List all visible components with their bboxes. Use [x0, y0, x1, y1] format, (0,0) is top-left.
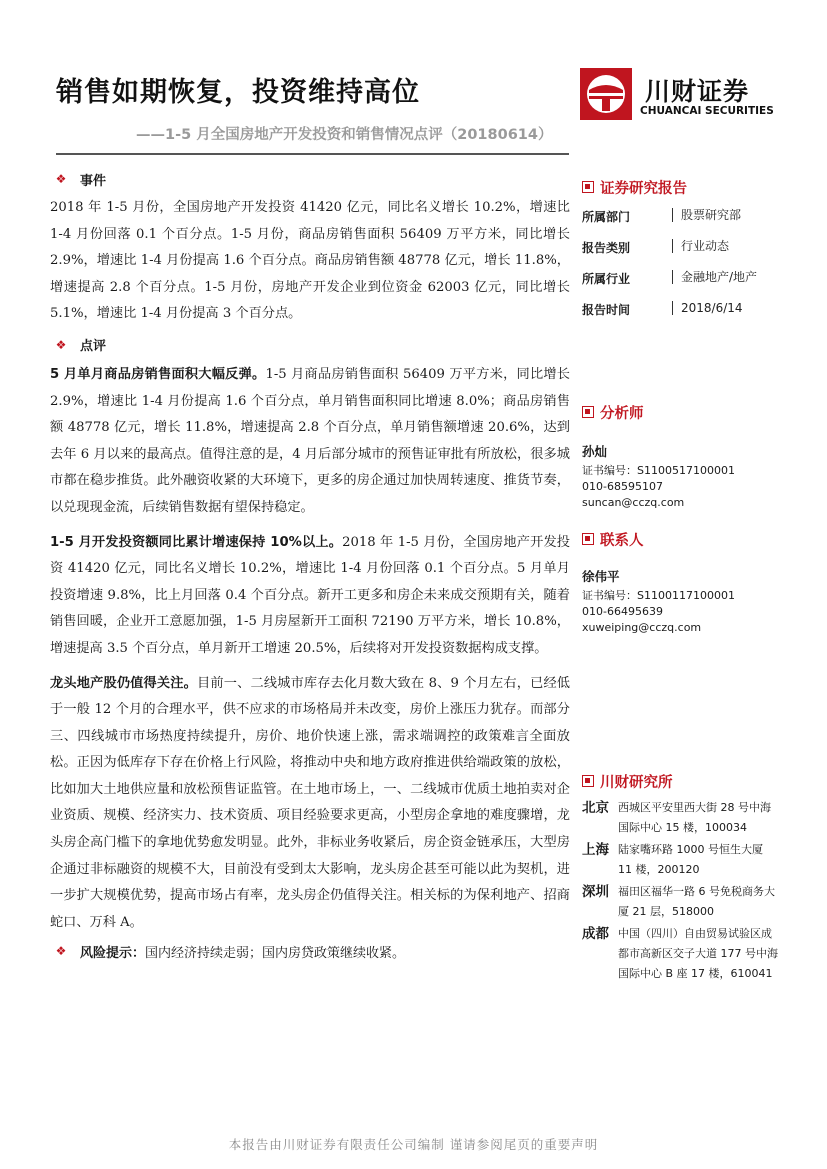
comment-paragraph-3: 龙头地产股仍值得关注。目前一、二线城市库存去化月数大致在 8、9 个月左右，已经低于一般 12 个月的合理水平，供不应求的市场格局并未改变，房价上涨压力犹存。而部分三、四线城市市场热度持续提升，房价、地价快速上涨，需求端调控的政策难言全面放松。正因为低库存下存在价格上行风险，将推动中央和地方政府推进供给端政策的放松，比如加大土地供应量和放松预售证监管。在土地市场上，一、二线城市优质土地拍卖对企业资质、规模、经济实力、技术资质、项目经验要求更高，小型房企拿地的难度骤增，龙头房企高门槛下的拿地优势愈发明显。此外，非标业务收紧后，房企资金链承压，大型房企通过非标融资的规模不大，目前没有受到太大影响，龙头房企甚至可能以此为契机，进一步扩大规模优势，提高市场占有率，龙头房企仍值得关注。相关标的为保利地产、招商蛇口、万科 A。: [50, 675, 570, 930]
report-info-heading: 证券研究报告: [582, 176, 782, 198]
office-chengdu: 成都 中国（四川）自由贸易试验区成都市高新区交子大道 177 号中海国际中心 B 座 17 楼，610041: [582, 926, 778, 980]
section-marker-icon: [582, 406, 594, 418]
event-paragraph: 2018 年 1-5 月份，全国房地产开发投资 41420 亿元，同比名义增长 10.2%，增速比 1-4 月份回落 0.1 个百分点。1-5 月份，商品房销售面积 56409 万平方米，同比增长 2.9%，增速比 1-4 月份提高 1.6 个百分点。商品房销售额 48778 亿元，增长 11.8%，增速提高 2.8 个百分点。1-5 月份，房地产开发企业到位资金 62003 亿元，同比增长 5.1%，增速比 1-4 月份提高 3 个百分点。: [50, 200, 570, 322]
info-row: 报告时间 2018/6/14: [582, 301, 743, 317]
contact-card: [582, 566, 782, 636]
institute-heading: 川财研究所: [582, 770, 782, 792]
info-row: 所属行业 金融地产/地产: [582, 270, 758, 286]
company-logo: [580, 68, 780, 128]
logo-chinese-name: 川财证券: [645, 77, 750, 106]
institute-panel: [582, 770, 782, 986]
info-row: 报告类别 行业动态: [582, 239, 730, 255]
office-shanghai: 上海 陆家嘴环路 1000 号恒生大厦 11 楼，200120: [582, 842, 763, 876]
info-row: 所属部门 股票研究部: [582, 208, 742, 224]
section-marker-icon: [582, 181, 594, 193]
analyst-phone: 010-68595107: [582, 480, 663, 493]
report-title: 销售如期恢复，投资维持高位: [56, 77, 420, 108]
diamond-bullet-icon: ❖: [55, 172, 67, 186]
main-content: [50, 168, 570, 962]
logo-english-name: CHUANCAI SECURITIES: [640, 105, 774, 117]
comment-paragraph-2: 1-5 月开发投资额同比累计增速保持 10%以上。2018 年 1-5 月份，全国房地产开发投资 41420 亿元，同比名义增长 10.2%，增速比 1-4 月份回落 0.1 个百分点。5 月单月投资增速 9.8%，比上月回落 0.4 个百分点。新开工更多和房企未来成交预期有关，随着销售回暖，企业开工意愿加强，1-5 月房屋新开工面积 72190 万平方米，增长 10.8%，增速提高 3.5 个百分点，单月新开工增速 20.5%，后续将对开发投资数据构成支撑。: [50, 534, 570, 656]
risk-line: ❖ 风险提示： 国内经济持续走弱；国内房贷政策继续收紧。: [50, 940, 570, 962]
event-heading: ❖ 事件: [50, 168, 570, 190]
analyst-cert: 证书编号：S1100517100001: [582, 464, 735, 477]
office-beijing: 北京 西城区平安里西大街 28 号中海国际中心 15 楼，100034: [582, 800, 771, 834]
analyst-email[interactable]: suncan@cczq.com: [582, 496, 685, 509]
contact-phone: 010-66495639: [582, 605, 663, 618]
page-footer: 本报告由川财证券有限责任公司编制 谨请参阅尾页的重要声明: [228, 1137, 599, 1152]
contact-email[interactable]: xuweiping@cczq.com: [582, 621, 702, 634]
analyst-name: 孙灿: [582, 444, 608, 459]
comment-heading: ❖ 点评: [50, 334, 570, 356]
diamond-bullet-icon: ❖: [55, 944, 67, 959]
office-shenzhen: 深圳 福田区福华一路 6 号免税商务大厦 21 层，518000: [582, 884, 775, 918]
analyst-heading: 分析师: [582, 401, 782, 423]
contact-cert: 证书编号：S1100117100001: [582, 589, 735, 602]
section-marker-icon: [582, 533, 594, 545]
title-divider: [56, 153, 569, 155]
contact-heading: 联系人: [582, 528, 782, 550]
analyst-card: [582, 441, 782, 511]
diamond-bullet-icon: ❖: [55, 337, 67, 352]
report-info-panel: [582, 176, 782, 332]
section-marker-icon: [582, 775, 594, 787]
contact-name: 徐伟平: [582, 569, 620, 584]
chuancai-logo-icon: [580, 68, 632, 120]
comment-paragraph-1: 5 月单月商品房销售面积大幅反弹。1-5 月商品房销售面积 56409 万平方米，同比增长 2.9%，增速比 1-4 月份提高 1.6 个百分点，单月销售面积同比增速 8.0%；商品房销售额 48778 亿元，增长 11.8%，增速提高 2.8 个百分点，单月销售额增速 20.6%，达到去年 6 月以来的最高点。值得注意的是，4 月后部分城市的预售证审批有所放松，很多城市都在稳步推货。此外融资收紧的大环境下，更多的房企通过加快周转速度、推货节奏，以兑现现金流，后续销售数据有望保持稳定。: [50, 366, 570, 515]
analyst-panel: [582, 401, 782, 511]
report-subtitle: ——1-5 月全国房地产开发投资和销售情况点评（20180614）: [136, 127, 553, 143]
contact-panel: [582, 528, 782, 636]
